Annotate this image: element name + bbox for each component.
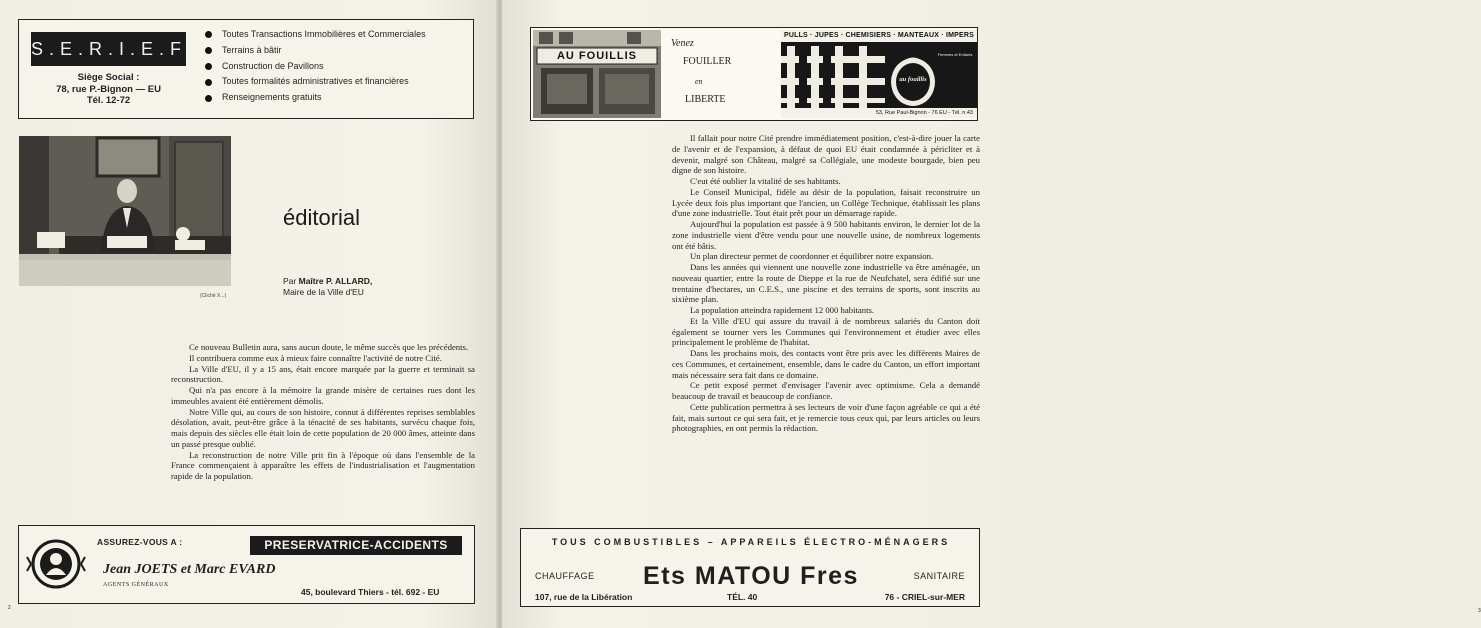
- paragraph: Cette publication permettra à ses lecteurs de voir d'une façon agréable ce qui a été fait, mais surtout ce qui sera fait, et je remercie tous ceux qui, par leurs articles ou leurs photographies, en ont permis la rédaction.: [672, 401, 980, 434]
- mayor-photo: [19, 136, 231, 286]
- paragraph: Il contribuera comme eux à mieux faire connaître l'activité de notre Cité.: [189, 352, 442, 363]
- shopfront-illustration: [533, 30, 661, 118]
- bullet-icon: [205, 47, 212, 54]
- paragraph: C'eut été oublier la vitalité de ses habitants.: [690, 176, 841, 186]
- service-label: Toutes Transactions Immobilières et Commerciales: [222, 29, 426, 39]
- preservatrice-banner: PRESERVATRICE-ACCIDENTS: [250, 536, 462, 555]
- paragraph: Un plan directeur permet de coordonner et équilibrer notre expansion.: [690, 251, 934, 262]
- paragraph: Ce petit exposé permet d'envisager l'avenir avec optimisme. Cela a demandé beaucoup de travail et beaucoup de confiance.: [672, 380, 980, 401]
- byline-name: Maître P. ALLARD,: [298, 276, 373, 286]
- preservatrice-address: 45, boulevard Thiers - tél. 692 - EU: [301, 587, 440, 597]
- paragraph: Aujourd'hui la population est passée à 9 500 habitants environ, le dernier lot de la zone industrielle vient d'être vendu pour une nouvelle usine, de nombreux logements ont été bâtis.: [672, 219, 980, 251]
- fouillis-logo-text: au fouillis: [899, 76, 927, 83]
- fouillis-logo-panel: [781, 30, 977, 118]
- editorial-text-right: [672, 133, 980, 434]
- slogan-line: LIBERTE: [685, 94, 726, 105]
- preservatrice-emblem-icon: [27, 539, 85, 589]
- photo-credit: (Cliché X...): [200, 293, 227, 299]
- paragraph: La population atteindra rapidement 12 000 habitants.: [690, 305, 875, 315]
- matou-advertisement: [520, 528, 980, 607]
- service-label: Construction de Pavillons: [222, 60, 324, 71]
- service-item: [205, 90, 475, 106]
- paragraph: Qui n'a pas encore à la mémoire la grande misère de certaines rues dont les immeubles avaient été entièrement démolis.: [171, 385, 475, 406]
- serief-address-line: Siège Social :: [77, 72, 140, 83]
- slogan-line: FOUILLER: [683, 56, 732, 67]
- mayor-photo-illustration: [19, 136, 231, 286]
- shopfront-photo: [533, 30, 661, 118]
- shop-sign: AU FOUILLIS: [556, 50, 638, 62]
- paragraph: La Ville d'EU, il y a 15 ans, était encore marquée par la guerre et terminait sa reconstruction.: [171, 363, 475, 385]
- bullet-icon: [205, 63, 212, 70]
- service-item: [205, 27, 475, 43]
- matou-street: 107, rue de la Libération: [535, 592, 633, 602]
- bullet-icon: [205, 31, 212, 38]
- matou-tagline: TOUS COMBUSTIBLES – APPAREILS ÉLECTRO-MÉNAGERS: [551, 537, 951, 547]
- serief-address: [31, 72, 186, 107]
- preservatrice-agents: Jean JOETS et Marc EVARD: [103, 562, 276, 577]
- serief-services-list: [205, 27, 475, 106]
- left-page: [0, 0, 498, 628]
- service-item: [205, 43, 475, 59]
- service-label: Terrains à bâtir: [222, 44, 282, 55]
- preservatrice-role: AGENTS GÉNÉRAUX: [103, 582, 169, 588]
- slogan-line: Venez: [671, 38, 694, 49]
- matou-left-label: CHAUFFAGE: [535, 571, 595, 581]
- fouillis-clothing-list: PULLS · JUPES · CHEMISIERS · MANTEAUX · IMPERS: [781, 30, 977, 42]
- paragraph: Il fallait pour notre Cité prendre immédiatement position, c'est-à-dire jouer la carte de l'avenir et de l'expansion, à défaut de quoi EU était condamnée à péricliter et à devenir, malgré son Château, malgré sa Collégiale, une modeste bourgade, bien peu digne de son histoire.: [672, 133, 980, 176]
- au-fouillis-advertisement: [530, 27, 978, 121]
- serief-address-line: Tél. 12-72: [86, 95, 131, 106]
- paragraph: Et la Ville d'EU qui assure du travail à de nombreux salariés du Canton doit également se tourner vers les Communes qui l'environnement et étudier avec elles principalement le problème de l'habitat.: [672, 315, 980, 348]
- paragraph: Dans les années qui viennent une nouvelle zone industrielle va être aménagée, un nouveau quartier, entre la route de Dieppe et la rue de Neufchatel, sera édifié sur une trentaine d'hectares, un C.E.S., une piscine et des terrains de sports, sont inscrits au sixième plan.: [672, 262, 980, 305]
- service-item: [205, 59, 475, 75]
- serief-address-line: 78, rue P.-Bignon — EU: [56, 83, 161, 95]
- paragraph: Dans les prochains mois, des contacts vont être pris avec les différents Maires de ces Communes, et certainement, ensemble, dans le cadre du Canton, un effort important mais nécessaire sera fait dans ce domaine.: [672, 348, 980, 380]
- bullet-icon: [205, 95, 212, 102]
- service-label: Renseignements gratuits: [222, 92, 322, 103]
- serief-advertisement: [18, 19, 474, 119]
- service-label: Toutes formalités administratives et financières: [222, 76, 409, 87]
- matou-business-name: Ets MATOU Fres: [643, 562, 859, 590]
- service-item: [205, 74, 475, 90]
- tartan-pattern-illustration: [781, 30, 977, 118]
- matou-right-label: SANITAIRE: [913, 571, 965, 581]
- editorial-byline: [283, 276, 372, 298]
- editorial-text-left: [171, 342, 475, 482]
- slogan-line: en: [695, 77, 703, 86]
- preservatrice-advertisement: [18, 525, 475, 604]
- page-number-right: 3: [1478, 608, 1481, 614]
- matou-town: 76 - CRIEL-sur-MER: [884, 592, 965, 602]
- byline-role: Maire de la Ville d'EU: [283, 287, 364, 297]
- paragraph: Notre Ville qui, au cours de son histoire, connut à différentes reprises semblables désolation, avait, peut-être grâce à la ténacité de ses habitants, survécu chaque fois, mais depuis des siècles elle était loin de cette population de 20 000 âmes, atteinte dans un passé presque oublié.: [171, 406, 475, 449]
- byline-prefix: Par: [283, 276, 297, 286]
- page-number-left: 2: [8, 605, 11, 611]
- bullet-icon: [205, 79, 212, 86]
- fouillis-contact: 53, Rue Paul-Bignon - 76 EU - Tél. n.43: [781, 108, 977, 118]
- matou-telephone: TÉL. 40: [727, 592, 758, 602]
- fouillis-tagline: Femmes et Enfants: [937, 52, 973, 57]
- editorial-title: éditorial: [283, 205, 361, 230]
- serief-logo: S.E.R.I.E.F.: [31, 32, 186, 66]
- paragraph: Ce nouveau Bulletin aura, sans aucun doute, le même succès que les précédents.: [189, 342, 469, 352]
- paragraph: Le Conseil Municipal, fidèle au désir de la population, faisait reconstruire un Lycée deux fois plus important que l'ancien, un Collège Technique, établissait les plans d'une zone industrielle. Tout était prêt pour un démarrage rapide.: [672, 186, 980, 219]
- paragraph: La reconstruction de notre Ville prit fin à l'époque où dans l'ensemble de la France commençaient à apparaître les effets de l'industrialisation et l'augmentation rapide de la population.: [171, 449, 475, 481]
- preservatrice-assurez: ASSUREZ-VOUS A :: [97, 537, 183, 547]
